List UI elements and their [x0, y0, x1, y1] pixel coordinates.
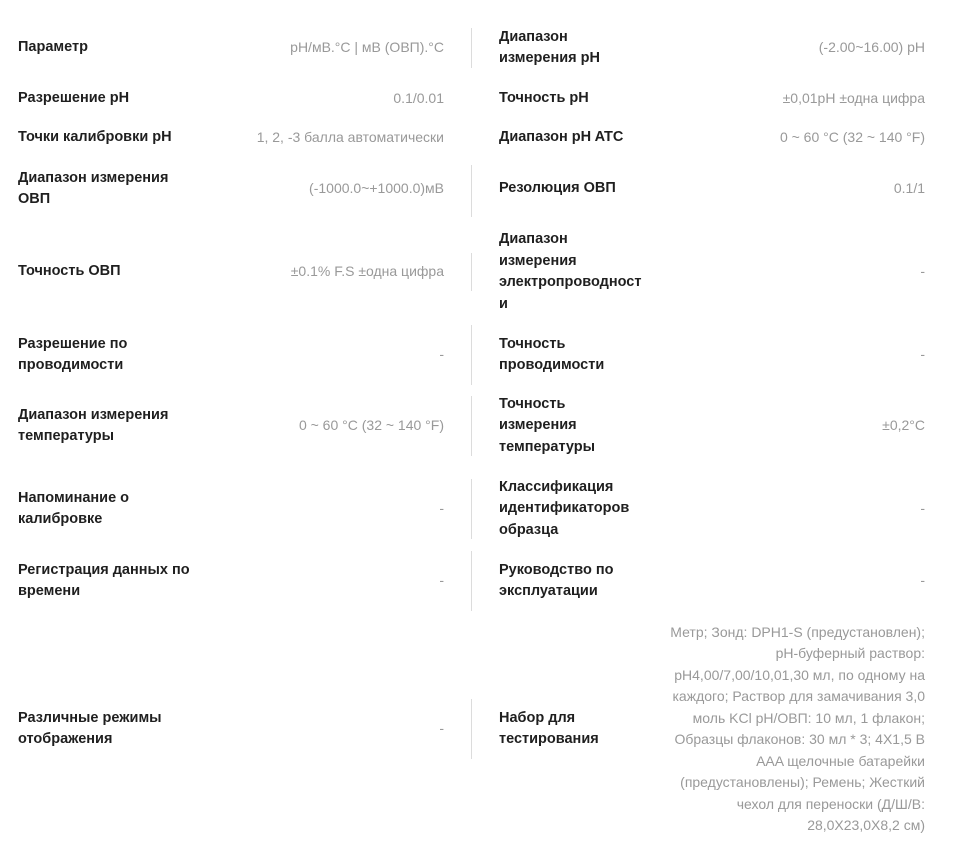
spec-value: (-1000.0~+1000.0)мВ: [309, 180, 444, 197]
spec-label: Диапазон измерения температуры: [18, 406, 169, 444]
spec-label: Разрешение по проводимости: [18, 335, 128, 373]
spec-label: Точность ОВП: [18, 263, 121, 280]
spec-value: 0.1/1: [893, 180, 925, 197]
column-divider: [471, 551, 472, 611]
spec-label: Различные режимы отображения: [18, 709, 162, 747]
spec-row: [0, 123, 955, 153]
spec-label: Напоминание о калибровке: [18, 489, 130, 527]
spec-row: [0, 619, 955, 839]
spec-row: [0, 390, 955, 462]
spec-value: Метр; Зонд: DPH1-S (предустановлен); pH-буферный раствор: pH4,00/7,00/10,01,30 мл, по одному на каждого; Раствор для замачивания 3,0 моль KCl pH/ОВП: 10 мл, 1 флакон; Образцы флаконов: 30 мл * 3; 4X1,5 В AAA щелочные батарейки (предустановлены); Ремень; Жесткий чехол для переноски (Д/Ш/В: 28,0X23,0X8,2 см): [670, 623, 925, 833]
spec-label: Руководство по эксплуатации: [499, 561, 614, 599]
spec-row: [0, 551, 955, 611]
spec-label: Точки калибровки pH: [18, 129, 172, 146]
spec-row: [0, 163, 955, 215]
spec-value: 0 ~ 60 °C (32 ~ 140 °F): [779, 129, 925, 146]
column-divider: [471, 325, 472, 385]
spec-label: Классификация идентификаторов образца: [499, 478, 630, 538]
spec-value: -: [439, 720, 444, 737]
column-divider: [471, 479, 472, 539]
spec-label: Точность измерения температуры: [499, 395, 596, 455]
spec-value: -: [439, 572, 444, 589]
spec-row: [0, 22, 955, 74]
spec-value: -: [439, 500, 444, 517]
spec-label: Диапазон измерения pH: [499, 28, 600, 66]
spec-row: [0, 227, 955, 317]
spec-value: ±0.1% F.S ±одна цифра: [290, 263, 444, 280]
spec-row: [0, 84, 955, 114]
spec-label: Регистрация данных по времени: [18, 561, 190, 599]
spec-label: Разрешение pH: [18, 90, 130, 107]
spec-value: 1, 2, -3 балла автоматически: [256, 129, 444, 146]
spec-label: Точность pH: [499, 90, 589, 107]
column-divider: [471, 253, 472, 291]
column-divider: [471, 699, 472, 759]
spec-label: Параметр: [18, 39, 88, 56]
spec-label: Диапазон измерения электропроводност и: [499, 231, 642, 312]
spec-value: -: [920, 263, 925, 280]
column-divider: [471, 165, 472, 217]
spec-label: Резолюция ОВП: [499, 180, 616, 197]
spec-row: [0, 329, 955, 381]
spec-value: pH/мВ.°C | мВ (ОВП).°C: [290, 39, 444, 56]
spec-label: Набор для тестирования: [499, 709, 599, 747]
spec-value: 0.1/0.01: [393, 90, 444, 107]
spec-value: -: [920, 500, 925, 517]
spec-value: -: [439, 346, 444, 363]
spec-value: (-2.00~16.00) pH: [818, 39, 925, 56]
spec-value: ±0,2°C: [882, 417, 925, 434]
spec-value: ±0,01pH ±одна цифра: [782, 90, 925, 107]
spec-row: [0, 473, 955, 545]
column-divider: [471, 28, 472, 68]
spec-value: 0 ~ 60 °C (32 ~ 140 °F): [298, 417, 444, 434]
spec-value: -: [920, 346, 925, 363]
spec-label: Диапазон pH ATC: [499, 129, 624, 146]
spec-value: -: [920, 572, 925, 589]
spec-label: Диапазон измерения ОВП: [18, 169, 169, 207]
spec-label: Точность проводимости: [499, 335, 605, 373]
column-divider: [471, 396, 472, 456]
